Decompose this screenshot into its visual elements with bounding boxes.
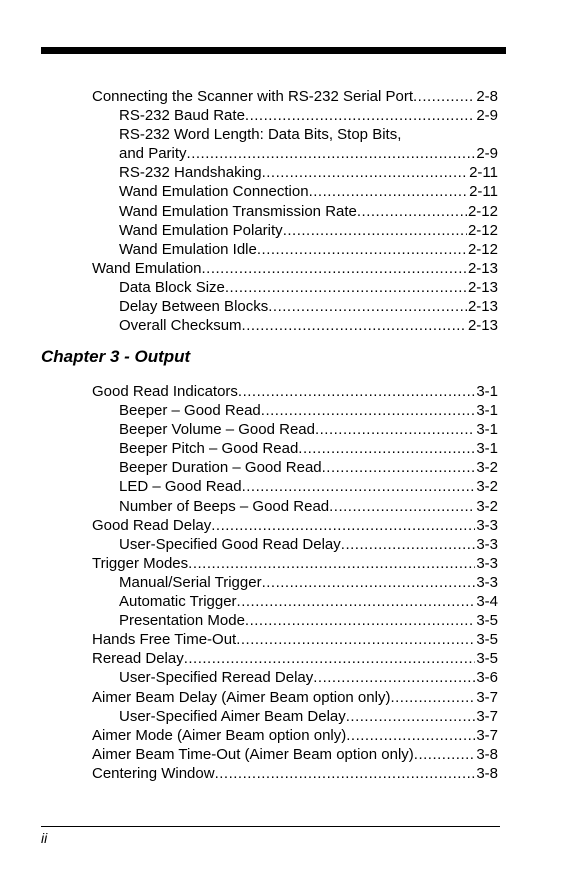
toc-entry[interactable] <box>119 125 498 144</box>
toc-dot-leader <box>346 707 476 726</box>
toc-section-chapter-3 <box>92 382 498 783</box>
toc-entry[interactable] <box>92 630 498 649</box>
toc-entry[interactable] <box>92 382 498 401</box>
toc-entry-page: 3-8 <box>476 745 498 763</box>
toc-entry-title: Beeper – Good Read <box>119 402 261 420</box>
toc-entry[interactable] <box>119 106 498 125</box>
toc-dot-leader <box>341 535 476 554</box>
toc-entry-page: 2-8 <box>476 88 498 105</box>
toc-section-chapter-2 <box>92 87 498 335</box>
toc-dot-leader <box>242 477 476 496</box>
toc-entry-page: 2-13 <box>467 259 498 277</box>
toc-entry-page: 2-13 <box>467 278 498 296</box>
toc-entry-title: Data Block Size <box>119 278 225 296</box>
toc-dot-leader <box>329 497 475 516</box>
toc-entry-page: 3-3 <box>476 573 498 591</box>
toc-dot-leader <box>414 745 476 764</box>
toc-entry[interactable] <box>92 554 498 573</box>
toc-entry-title: Centering Window <box>92 764 215 782</box>
toc-entry-page: 3-8 <box>476 764 498 782</box>
toc-entry-title: Aimer Beam Delay (Aimer Beam option only) <box>92 688 391 706</box>
toc-entry-page: 3-2 <box>476 478 498 496</box>
toc-entry-page: 3-2 <box>476 459 498 477</box>
page-number: ii <box>41 830 48 846</box>
toc-entry[interactable] <box>119 316 498 335</box>
toc-entry-title: Wand Emulation Connection <box>119 183 309 201</box>
toc-entry[interactable] <box>92 764 498 783</box>
toc-entry-title: Wand Emulation <box>92 259 202 277</box>
toc-entry-page: 2-12 <box>467 240 498 258</box>
toc-dot-leader <box>225 278 467 297</box>
toc-entry-page: 2-9 <box>476 145 498 163</box>
toc-dot-leader <box>245 611 475 630</box>
toc-entry[interactable] <box>119 707 498 726</box>
toc-entry-title: Automatic Trigger <box>119 593 237 611</box>
header-rule <box>41 47 506 54</box>
toc-entry-page: 2-13 <box>467 317 498 335</box>
toc-dot-leader <box>257 240 467 259</box>
toc-entry-title: LED – Good Read <box>119 478 242 496</box>
toc-entry-page: 2-12 <box>467 202 498 220</box>
toc-entry[interactable] <box>92 726 498 745</box>
toc-dot-leader <box>262 163 468 182</box>
toc-entry-page: 3-4 <box>476 593 498 611</box>
toc-entry-title: Number of Beeps – Good Read <box>119 497 330 515</box>
toc-dot-leader <box>238 382 475 401</box>
toc-entry-title: Beeper Volume – Good Read <box>119 421 315 439</box>
toc-entry-page: 3-1 <box>476 440 498 458</box>
toc-entry-title: User-Specified Reread Delay <box>119 669 314 687</box>
toc-entry-title: Wand Emulation Polarity <box>119 221 283 239</box>
toc-dot-leader <box>346 726 475 745</box>
toc-entry-title: Overall Checksum <box>119 317 242 335</box>
toc-entry[interactable] <box>119 221 498 240</box>
toc-dot-leader <box>215 764 476 783</box>
toc-entry[interactable] <box>92 649 498 668</box>
toc-entry[interactable] <box>119 592 498 611</box>
toc-entry-page: 3-1 <box>476 402 498 420</box>
toc-entry-title: Manual/Serial Trigger <box>119 573 262 591</box>
toc-entry-page: 3-7 <box>476 707 498 725</box>
toc-entry-title: Wand Emulation Idle <box>119 240 257 258</box>
toc-entry[interactable] <box>119 163 498 182</box>
toc-entry[interactable] <box>92 87 498 106</box>
toc-entry[interactable] <box>92 688 498 707</box>
toc-entry-title: RS-232 Word Length: Data Bits, Stop Bits, <box>119 126 402 144</box>
toc-entry-title: Hands Free Time-Out <box>92 631 237 649</box>
toc-entry[interactable] <box>119 573 498 592</box>
toc-entry-page: 2-11 <box>469 164 498 182</box>
toc-dot-leader <box>283 221 467 240</box>
toc-entry-title: Presentation Mode <box>119 612 245 630</box>
toc-entry[interactable] <box>119 278 498 297</box>
toc-entry-page: 2-11 <box>469 183 498 201</box>
toc-dot-leader <box>245 106 475 125</box>
toc-entry-title: RS-232 Baud Rate <box>119 107 245 125</box>
toc-entry-title: Aimer Mode (Aimer Beam option only) <box>92 726 347 744</box>
toc-entry-page: 3-6 <box>476 669 498 687</box>
toc-entry-title: and Parity <box>119 145 187 163</box>
toc-entry[interactable] <box>119 240 498 259</box>
toc-entry-title: Delay Between Blocks <box>119 298 269 316</box>
toc-entry-page: 3-5 <box>476 631 498 649</box>
toc-entry-title: Wand Emulation Transmission Rate <box>119 202 357 220</box>
toc-dot-leader <box>202 259 467 278</box>
toc-dot-leader <box>262 573 476 592</box>
toc-entry-title: User-Specified Good Read Delay <box>119 535 341 553</box>
toc-dot-leader <box>242 316 467 335</box>
toc-dot-leader <box>313 668 475 687</box>
toc-entry[interactable] <box>119 535 498 554</box>
toc-entry-title: Beeper Pitch – Good Read <box>119 440 299 458</box>
toc-entry-title: Trigger Modes <box>92 554 189 572</box>
toc-entry-title: Reread Delay <box>92 650 184 668</box>
toc-entry-page: 3-3 <box>476 554 498 572</box>
toc-dot-leader <box>298 439 475 458</box>
toc-dot-leader <box>261 401 476 420</box>
toc-dot-leader <box>322 458 476 477</box>
toc-dot-leader <box>236 630 475 649</box>
toc-dot-leader <box>413 87 475 106</box>
toc-dot-leader <box>211 516 475 535</box>
toc-entry[interactable] <box>92 745 498 764</box>
toc-entry[interactable] <box>119 202 498 221</box>
toc-entry[interactable] <box>119 144 498 163</box>
toc-dot-leader <box>268 297 467 316</box>
toc-entry[interactable] <box>119 477 498 496</box>
toc-entry-title: Aimer Beam Time-Out (Aimer Beam option only) <box>92 745 414 763</box>
toc-entry[interactable] <box>119 668 498 687</box>
toc-entry-title: Beeper Duration – Good Read <box>119 459 322 477</box>
toc-entry[interactable] <box>92 259 498 278</box>
toc-dot-leader <box>390 688 475 707</box>
toc-entry-title: Good Read Delay <box>92 516 212 534</box>
toc-entry[interactable] <box>92 516 498 535</box>
chapter-3-heading: Chapter 3 - Output <box>41 347 191 366</box>
toc-dot-leader <box>184 649 476 668</box>
toc-entry-page: 3-3 <box>476 516 498 534</box>
toc-entry[interactable] <box>119 439 498 458</box>
toc-dot-leader <box>315 420 475 439</box>
toc-entry-page: 3-1 <box>476 421 498 439</box>
toc-entry-page: 3-5 <box>476 650 498 668</box>
toc-entry-page: 2-13 <box>467 298 498 316</box>
toc-entry[interactable] <box>119 297 498 316</box>
toc-dot-leader <box>309 182 469 201</box>
footer-rule <box>41 826 500 827</box>
toc-dot-leader <box>187 144 476 163</box>
toc-entry-title: User-Specified Aimer Beam Delay <box>119 707 346 725</box>
toc-entry-title: RS-232 Handshaking <box>119 164 262 182</box>
toc-entry-page: 3-2 <box>476 497 498 515</box>
toc-entry-page: 3-3 <box>476 535 498 553</box>
toc-dot-leader <box>357 202 467 221</box>
toc-dot-leader <box>237 592 476 611</box>
toc-entry-title: Good Read Indicators <box>92 383 238 400</box>
toc-entry-page: 2-9 <box>476 107 498 125</box>
toc-entry[interactable] <box>119 458 498 477</box>
toc-entry[interactable] <box>119 420 498 439</box>
toc-entry-page: 3-7 <box>476 688 498 706</box>
toc-entry[interactable] <box>119 611 498 630</box>
toc-dot-leader <box>188 554 475 573</box>
toc-entry-page: 3-7 <box>476 726 498 744</box>
toc-entry-page: 3-1 <box>476 383 498 400</box>
toc-entry[interactable] <box>119 182 498 201</box>
toc-entry-title: Connecting the Scanner with RS-232 Serial Port <box>92 88 414 105</box>
toc-entry[interactable] <box>119 401 498 420</box>
toc-entry[interactable] <box>119 497 498 516</box>
toc-entry-page: 3-5 <box>476 612 498 630</box>
toc-entry-page: 2-12 <box>467 221 498 239</box>
